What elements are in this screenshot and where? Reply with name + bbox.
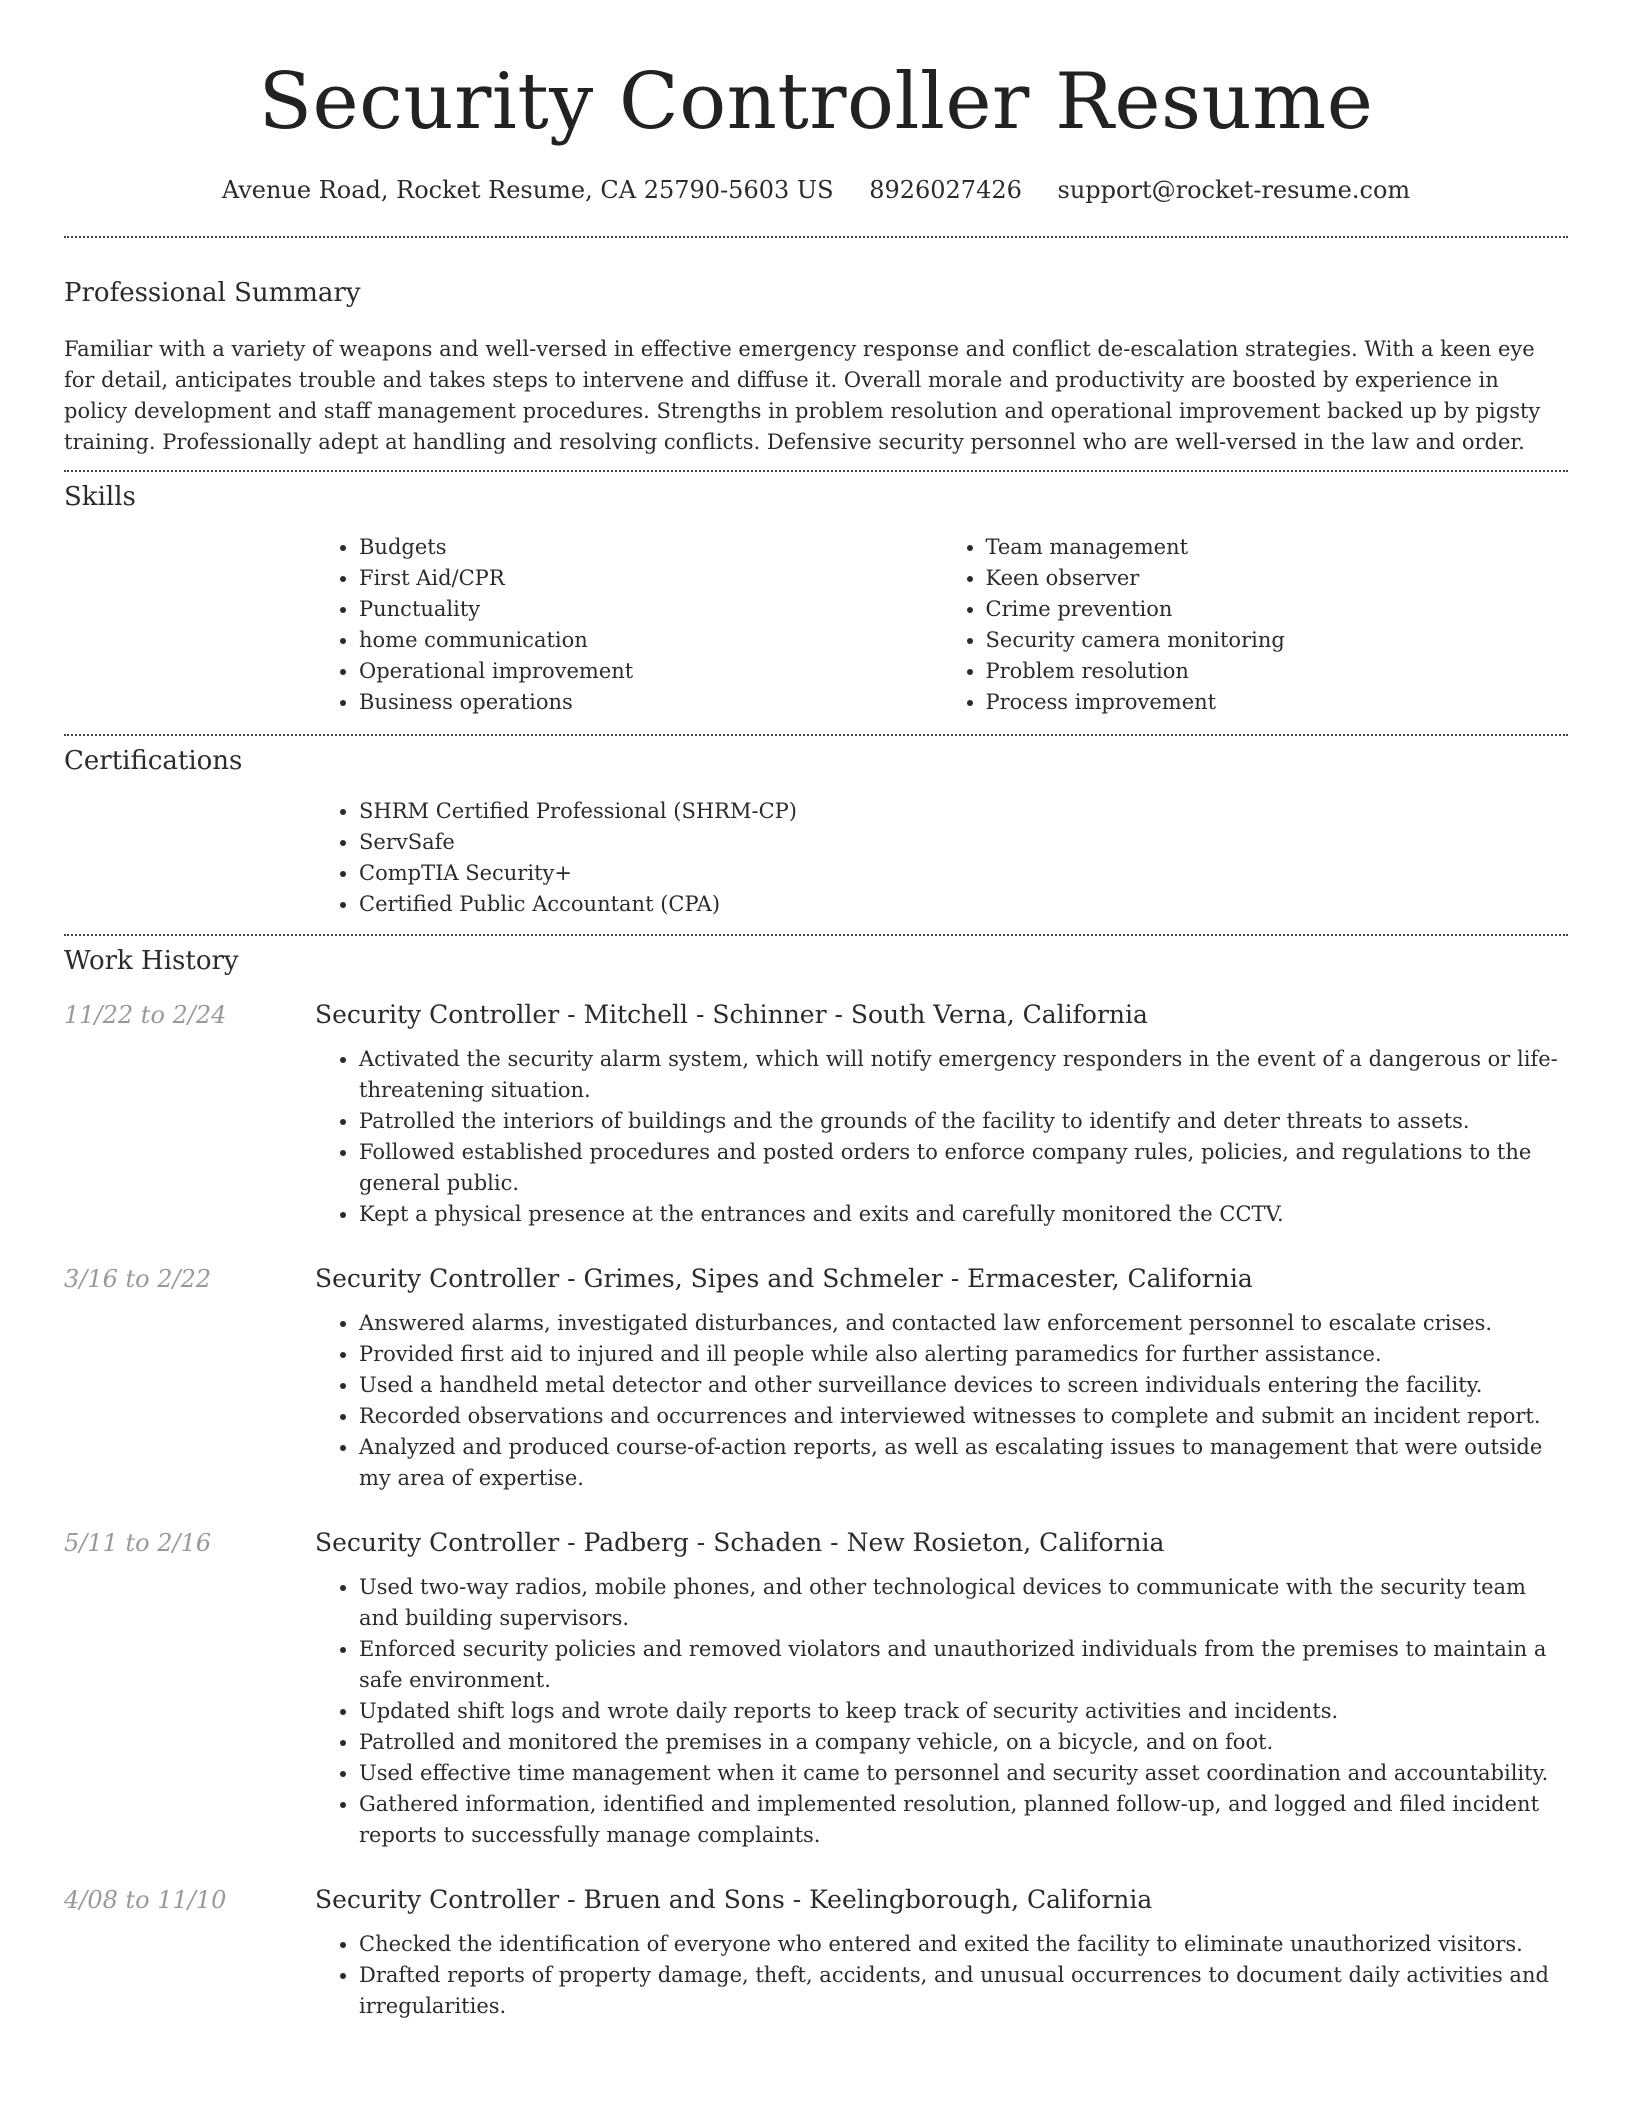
job-details — [315, 998, 1568, 1230]
skill-item: • Business operations — [359, 687, 942, 718]
contact-email: support@rocket-resume.com — [1057, 176, 1411, 204]
certifications-section — [64, 746, 1568, 920]
certification-item: • CompTIA Security+ — [359, 858, 1568, 889]
job-title: Security Controller - Mitchell - Schinner - South Verna, California — [315, 1000, 1148, 1029]
skill-item: • Operational improvement — [359, 656, 942, 687]
job-bullet: • Followed established procedures and posted orders to enforce company rules, policies, and regulations to the general public. — [359, 1137, 1568, 1199]
job-bullet: • Activated the security alarm system, which will notify emergency responders in the event of a dangerous or life-threatening situation. — [359, 1044, 1568, 1106]
skill-item: • Punctuality — [359, 594, 942, 625]
job-bullet: • Answered alarms, investigated disturbances, and contacted law enforcement personnel to escalate crises. — [359, 1308, 1568, 1339]
certification-item: • Certified Public Accountant (CPA) — [359, 889, 1568, 920]
job-entry — [64, 1262, 1568, 1494]
job-bullet: • Patrolled and monitored the premises in a company vehicle, on a bicycle, and on foot. — [359, 1727, 1568, 1758]
job-entry — [64, 1526, 1568, 1851]
job-bullets — [315, 1044, 1568, 1230]
job-bullet: • Drafted reports of property damage, theft, accidents, and unusual occurrences to document daily activities and irregularities. — [359, 1960, 1568, 2022]
contact-address: Avenue Road, Rocket Resume, CA 25790-5603 US — [221, 176, 834, 204]
job-bullet: • Used a handheld metal detector and other surveillance devices to screen individuals entering the facility. — [359, 1370, 1568, 1401]
skill-item: • Security camera monitoring — [986, 625, 1569, 656]
job-dates: 4/08 to 11/10 — [64, 1886, 227, 1914]
job-bullet: • Used two-way radios, mobile phones, and other technological devices to communicate with the security team and building supervisors. — [359, 1572, 1568, 1634]
certifications-list — [315, 796, 1568, 920]
job-entry — [64, 1883, 1568, 2022]
skill-item: • Process improvement — [986, 687, 1569, 718]
job-bullet: • Enforced security policies and removed violators and unauthorized individuals from the premises to maintain a safe environment. — [359, 1634, 1568, 1696]
resume-page — [64, 0, 1568, 2054]
job-bullets — [315, 1929, 1568, 2022]
divider — [64, 734, 1568, 736]
job-title: Security Controller - Grimes, Sipes and Schmeler - Ermacester, California — [315, 1264, 1253, 1293]
job-bullet: • Kept a physical presence at the entrances and exits and carefully monitored the CCTV. — [359, 1199, 1568, 1230]
job-entry — [64, 998, 1568, 1230]
skill-item: • home communication — [359, 625, 942, 656]
contact-line — [64, 172, 1568, 208]
work-history-heading: Work History — [64, 946, 239, 976]
contact-phone: 8926027426 — [869, 176, 1022, 204]
skill-item: • Keen observer — [986, 563, 1569, 594]
skills-list-right — [942, 532, 1569, 718]
skill-item: • Budgets — [359, 532, 942, 563]
summary-section — [64, 278, 1568, 458]
job-dates: 3/16 to 2/22 — [64, 1265, 212, 1293]
certification-item: • ServSafe — [359, 827, 1568, 858]
summary-heading: Professional Summary — [64, 278, 361, 308]
skills-grid — [315, 532, 1568, 718]
skill-item: • Problem resolution — [986, 656, 1569, 687]
jobs-list — [64, 998, 1568, 2022]
job-dates: 11/22 to 2/24 — [64, 1001, 227, 1029]
skill-item: • Team management — [986, 532, 1569, 563]
resume-title: Security Controller Resume — [258, 57, 1374, 147]
skills-list-left — [315, 532, 942, 718]
certifications-heading: Certifications — [64, 746, 243, 776]
skill-item: • First Aid/CPR — [359, 563, 942, 594]
job-bullets — [315, 1572, 1568, 1851]
job-title: Security Controller - Padberg - Schaden - New Rosieton, California — [315, 1528, 1165, 1557]
job-dates: 5/11 to 2/16 — [64, 1529, 212, 1557]
job-bullets — [315, 1308, 1568, 1494]
job-bullet: • Patrolled the interiors of buildings and the grounds of the facility to identify and deter threats to assets. — [359, 1106, 1568, 1137]
job-details — [315, 1526, 1568, 1851]
job-bullet: • Checked the identification of everyone who entered and exited the facility to eliminate unauthorized visitors. — [359, 1929, 1568, 1960]
skills-heading: Skills — [64, 482, 136, 512]
job-details — [315, 1262, 1568, 1494]
job-bullet: • Analyzed and produced course-of-action reports, as well as escalating issues to management that were outside my area of expertise. — [359, 1432, 1568, 1494]
summary-text: Familiar with a variety of weapons and well-versed in effective emergency response and conflict de-escalation strategies. With a keen eye for detail, anticipates trouble and takes steps to intervene and diffuse it. Overall morale and productivity are boosted by experience in policy development and staff management procedures. Strengths in problem resolution and operational improvement backed up by pigsty training. Professionally adept at handling and resolving conflicts. Defensive security personnel who are well-versed in the law and order. — [64, 337, 1541, 454]
divider — [64, 934, 1568, 936]
job-bullet: • Provided first aid to injured and ill people while also alerting paramedics for further assistance. — [359, 1339, 1568, 1370]
work-history-section — [64, 946, 1568, 2022]
skill-item: • Crime prevention — [986, 594, 1569, 625]
job-bullet: • Gathered information, identified and implemented resolution, planned follow-up, and logged and filed incident reports to successfully manage complaints. — [359, 1789, 1568, 1851]
job-bullet: • Recorded observations and occurrences and interviewed witnesses to complete and submit an incident report. — [359, 1401, 1568, 1432]
divider — [64, 470, 1568, 472]
job-title: Security Controller - Bruen and Sons - Keelingborough, California — [315, 1885, 1153, 1914]
job-bullet: • Updated shift logs and wrote daily reports to keep track of security activities and incidents. — [359, 1696, 1568, 1727]
divider — [64, 236, 1568, 238]
skills-section — [64, 482, 1568, 718]
job-details — [315, 1883, 1568, 2022]
certification-item: • SHRM Certified Professional (SHRM-CP) — [359, 796, 1568, 827]
job-bullet: • Used effective time management when it came to personnel and security asset coordination and accountability. — [359, 1758, 1568, 1789]
